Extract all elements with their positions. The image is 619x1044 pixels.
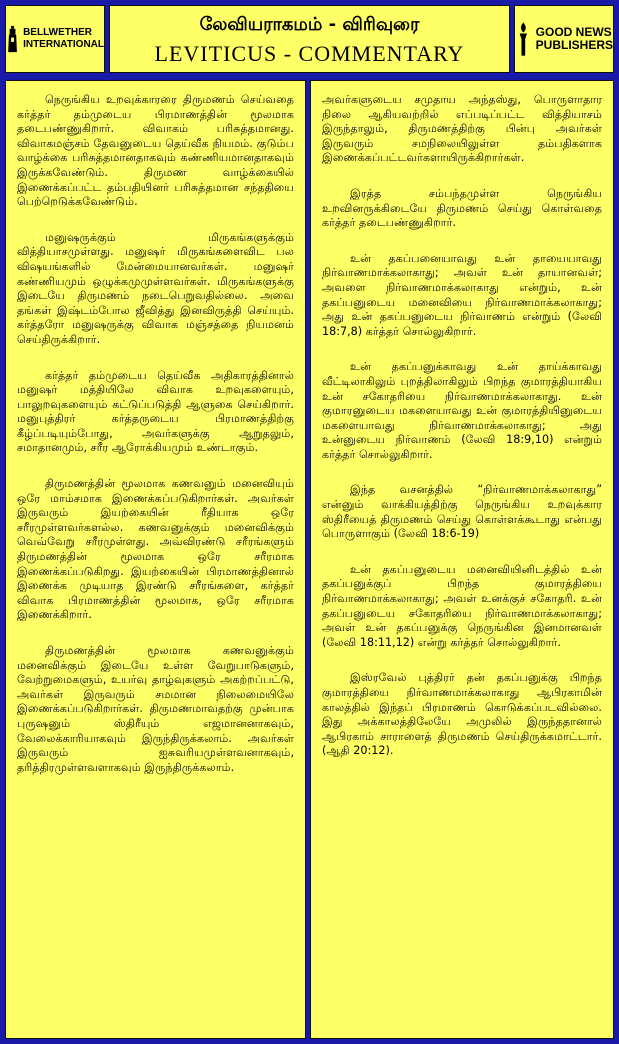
bell-tower-icon <box>6 19 19 59</box>
paragraph: நெருங்கிய உறவுக்காரரை திருமணம் செய்வதை கர்த்தர் தம்முடைய பிரமாணத்தின் மூலமாக தடைபண்ணுகிறார். விவாகம் பரிசுத்தமானது. விவாகமஞ்சம் தேவனுடைய தெய்வீக நியமம். குடும்ப வாழ்க்கை பரிசுத்தமானதாகவும் கண்ணியமானதாகவும் இருக்கவேண்டும். திருமண வாழ்க்கையில் இணைக்கப்பட்ட தம்பதியினர் பரிசுத்தமான சந்ததியை பெற்றெடுக்கவேண்டும். <box>17 93 294 209</box>
logo-right-line1: GOOD NEWS <box>535 25 612 39</box>
paragraph: இரத்த சம்பந்தமுள்ள நெருங்கிய உறவினருக்கிடையே திருமணம் செய்து கொள்வதை கர்த்தர் தடைபண்ணுகிறார். <box>322 186 602 230</box>
paragraph: திருமணத்தின் மூலமாக கணவனுக்கும் மனைவிக்கும் இடையே உள்ள வேறுபாடுகளும், வேற்றுமைகளும், உயர்வு தாழ்வுகளும் அகற்றப்பட்டு, அவர்கள் இருவரும் சமமான நிலைமையிலே இணைக்கப்படுகிறார்கள். திருமணமாவதற்கு முன்பாக புருஷனும் ஸ்திரீயும் எஜமானனாகவும், வேலைக்காரியாகவும் இருந்திருக்கலாம். அவர்கள் இருவரும் ஐசுவரியமுள்ளவனாகவும், தரித்திரமுள்ளவளாகவும் இருந்திருக்கலாம். <box>17 644 294 774</box>
paragraph: கர்த்தர் தம்முடைய தெய்வீக அதிகாரத்தினால் மனுஷர் மத்தியிலே விவாக உறவுகளையும், பாலுறவுகளையும் கட்டுப்படுத்தி ஆளுகை செய்கிறார். மனுபுத்திரர் கர்த்தருடைய பிரமாணத்திற்கு கீழ்ப்படியும்போது, அவர்களுக்கு ஆறுதலும், சமாதானமும், சரீர ஆரோக்கியமும் உண்டாகும். <box>17 368 294 455</box>
paragraph: திருமணத்தின் மூலமாக கணவனும் மனைவியும் ஒரே மாம்சமாக இணைக்கப்படுகிறார்கள். அவர்கள் இருவரும் இயற்கையின் ரீதியாக ஒரே சரீரமுள்ளவர்களல்ல. கணவனுக்கும் மனைவிக்கும் வெவ்வேறு சரீரமுள்ளது. அவ்விரண்டு சரீரங்களும் திருமணத்தின் மூலமாக ஒரே சரீரமாக இணைக்கப்படுகிறது. இயற்கையின் பிரமாணத்தினால் இணைக்க முடியாத இரண்டு சரீரங்களை, கர்த்தர் விவாக பிரமாணத்தின் மூலமாக, ஒரே சரீரமாக இணைக்கிறார். <box>17 477 294 622</box>
page-title-tamil: லேவியராகமம் - விரிவுரை <box>199 14 420 35</box>
paragraph: மனுஷருக்கும் மிருகங்களுக்கும் வித்தியாசமுள்ளது. மனுஷர் மிருகங்களைவிட பல விஷயங்களில் மேன்மையானவர்கள். மனுஷர் கண்ணியமும் ஒழுக்கமுமுள்ளவர்கள். மிருகங்களுக்கு இடையே திருமணம் நடைபெறுவதில்லை. அவை தங்கள் இஷ்டம்போல ஜீவித்து இனவிருத்தி செய்யும். கர்த்தரோ மனுஷருக்கு விவாக மஞ்சத்தை நியமனம் செய்திருக்கிறார். <box>17 230 294 346</box>
bellwether-logo <box>5 5 105 73</box>
paragraph: உன் தகப்பனையாவது உன் தாயையாவது நிர்வாணமாக்கலாகாது; அவள் உன் தாயானவள்; அவளை நிர்வாணமாக்கலாகாது என்றும், உன் தகப்பனுடைய மனைவியை நிர்வாணமாக்கலாகாது; அது உன் தகப்பனுடைய நிர்வாணம் என்றும் (லேவி 18:7,8) கர்த்தர் சொல்லுகிறார். <box>322 251 602 338</box>
paragraph: உன் தகப்பனுக்காவது உன் தாய்க்காவது வீட்டிலாகிலும் புறத்திலாகிலும் பிறந்த குமாரத்தியாகிய உன் சகோதரியை நிர்வாணமாக்கலாகாது. உன் குமாரனுடைய மகளையாவது உன் குமாரத்தியினுடைய மகளையாவது நிர்வாணமாக்கலாகாது; அது உன்னுடைய நிர்வாணம் (லேவி 18:9,10) என்றும் கர்த்தர் சொல்லுகிறார். <box>322 360 602 461</box>
logo-left-line1: BELLWETHER <box>23 27 92 38</box>
paragraph: இந்த வசனத்தில் “நிர்வாணமாக்கலாகாது” என்னும் வாக்கியத்திற்கு நெருங்கிய உறவுக்கார ஸ்திரீயைத் திருமணம் செய்து கொள்ளக்கூடாது என்பது பொருளாகும் (லேவி 18:6-19) <box>322 483 602 541</box>
page-header <box>109 5 510 73</box>
paragraph: உன் தகப்பனுடைய மனைவியினிடத்தில் உன் தகப்பனுக்குப் பிறந்த குமாரத்தியை நிர்வாணமாக்கலாகாது; அவள் உனக்குச் சகோதரி. உன் தகப்பனுடைய சகோதரியை நிர்வாணமாக்கலாகாது; அவள் உன் தகப்பனுக்கு நெருங்கின இனமானவள் (லேவி 18:11,12) என்று கர்த்தர் சொல்லுகிறார். <box>322 562 602 649</box>
paragraph: அவர்களுடைய சமுதாய அந்தஸ்து, பொருளாதார நிலை ஆகியவற்றில் எப்படிப்பட்ட வித்தியாசம் இருந்தாலும், திருமணத்திற்கு பின்பு அவர்கள் இருவரும் சமநிலையிலுள்ள தம்பதிகளாக இணைக்கப்பட்டவர்களாயிருக்கிறார்கள். <box>322 93 602 165</box>
torch-icon <box>515 19 532 59</box>
logo-left-line2: INTERNATIONAL <box>23 39 104 50</box>
logo-right-line2: PUBLISHERS <box>535 38 613 52</box>
paragraph: இஸ்ரவேல் புத்திரர் தன் தகப்பனுக்கு பிறந்த குமாரத்தியை நிர்வாணமாக்கலாகாது ஆபிரகாமின் காலத்தில் இந்தப் பிரமாணம் கொடுக்கப்படவில்லை. இது அக்காலத்திலேயே அமுலில் இருந்ததானால் ஆபிரகாம் சாராளைத் திருமணம் செய்திருக்கமாட்டார். (ஆதி 20:12). <box>322 671 602 758</box>
right-column <box>310 80 614 1039</box>
left-column <box>5 80 306 1039</box>
good-news-logo <box>514 5 614 73</box>
page-title-english: LEVITICUS - COMMENTARY <box>154 41 465 66</box>
